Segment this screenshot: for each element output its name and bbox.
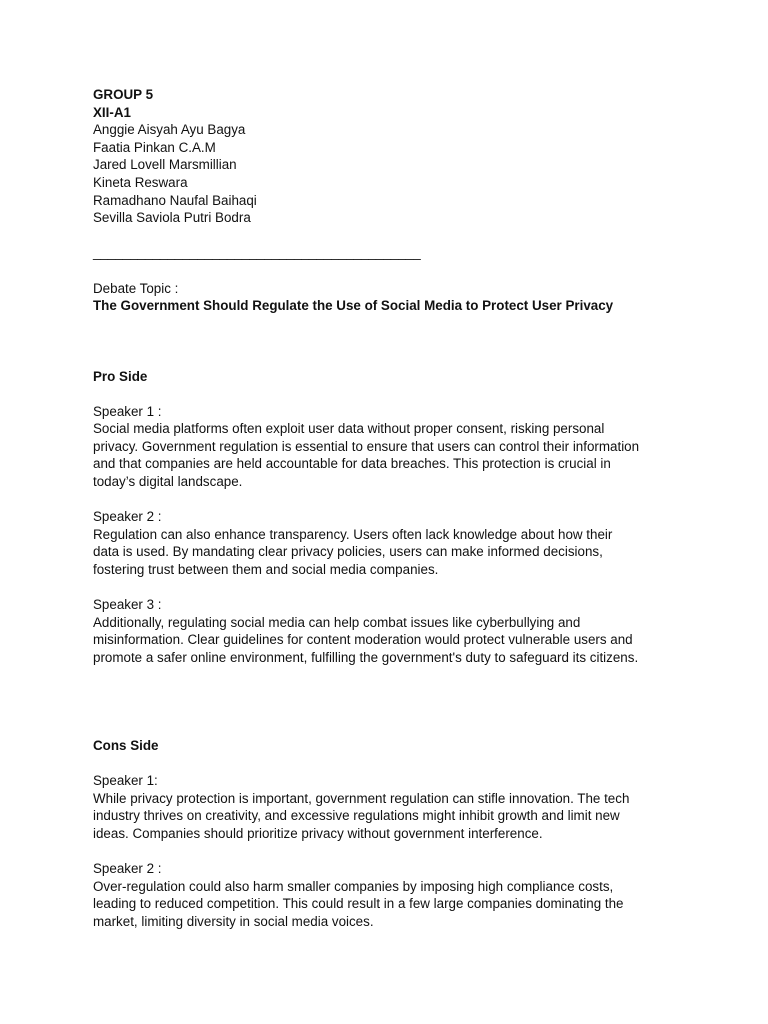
member-list [93, 121, 693, 227]
member-name: Kineta Reswara [93, 174, 188, 190]
member-name: Ramadhano Naufal Baihaqi [93, 192, 257, 208]
speaker-label: Speaker 1: [93, 773, 158, 789]
speaker-text-line: leading to reduced competition. This could result in a few large companies dominating the [93, 896, 624, 912]
speaker-text-line: Over-regulation could also harm smaller companies by imposing high compliance costs, [93, 878, 614, 894]
spacer [93, 227, 693, 245]
speaker-text-line: While privacy protection is important, government regulation can stifle innovation. The tech [93, 790, 630, 806]
cons-speaker-2 [93, 860, 693, 930]
member-name: Faatia Pinkan C.A.M [93, 139, 216, 155]
spacer [93, 579, 693, 597]
speaker-label: Speaker 1 : [93, 403, 162, 419]
pro-speaker-2 [93, 508, 693, 578]
speaker-text-line: market, limiting diversity in social media voices. [93, 913, 374, 929]
spacer [93, 755, 693, 773]
speaker-text-line: industry thrives on creativity, and excessive regulations might inhibit growth and limit new [93, 808, 620, 824]
group-title: GROUP 5 [93, 87, 154, 102]
divider-rule: ____________________________________________ [93, 245, 421, 261]
speaker-text-line: misinformation. Clear guidelines for content moderation would protect vulnerable users and [93, 632, 633, 648]
speaker-text-line: fostering trust between them and social media companies. [93, 562, 439, 578]
pro-speaker-3 [93, 596, 693, 666]
speaker-label: Speaker 2 : [93, 861, 162, 877]
pro-side-heading: Pro Side [93, 368, 148, 384]
document-page [93, 86, 693, 931]
spacer [93, 843, 693, 861]
class-name: XII-A1 [93, 104, 131, 120]
speaker-text-line: Additionally, regulating social media can help combat issues like cyberbullying and [93, 614, 581, 630]
speaker-text-line: Regulation can also enhance transparency. Users often lack knowledge about how their [93, 526, 613, 542]
cons-side-heading: Cons Side [93, 738, 159, 753]
topic-title: The Government Should Regulate the Use of Social Media to Protect User Privacy [93, 298, 614, 314]
pro-speaker-1 [93, 403, 693, 491]
member-name: Anggie Aisyah Ayu Bagya [93, 122, 246, 138]
speaker-label: Speaker 2 : [93, 509, 162, 525]
speaker-text-line: ideas. Companies should prioritize privacy without government interference. [93, 825, 543, 841]
speaker-text-line: today’s digital landscape. [93, 474, 243, 490]
spacer [93, 667, 693, 737]
spacer [93, 262, 693, 280]
speaker-text-line: promote a safer online environment, fulfilling the government's duty to safeguard its citizens. [93, 650, 639, 666]
member-name: Jared Lovell Marsmillian [93, 157, 237, 173]
member-name: Sevilla Saviola Putri Bodra [93, 210, 251, 226]
speaker-text-line: privacy. Government regulation is essential to ensure that users can control their information [93, 438, 640, 454]
spacer [93, 315, 693, 368]
spacer [93, 385, 693, 403]
topic-label: Debate Topic : [93, 280, 179, 296]
speaker-text-line: and that companies are held accountable for data breaches. This protection is crucial in [93, 456, 611, 472]
spacer [93, 491, 693, 509]
speaker-label: Speaker 3 : [93, 597, 162, 613]
speaker-text-line: data is used. By mandating clear privacy policies, users can make informed decisions, [93, 544, 603, 560]
cons-speaker-1 [93, 772, 693, 842]
speaker-text-line: Social media platforms often exploit user data without proper consent, risking personal [93, 421, 605, 437]
